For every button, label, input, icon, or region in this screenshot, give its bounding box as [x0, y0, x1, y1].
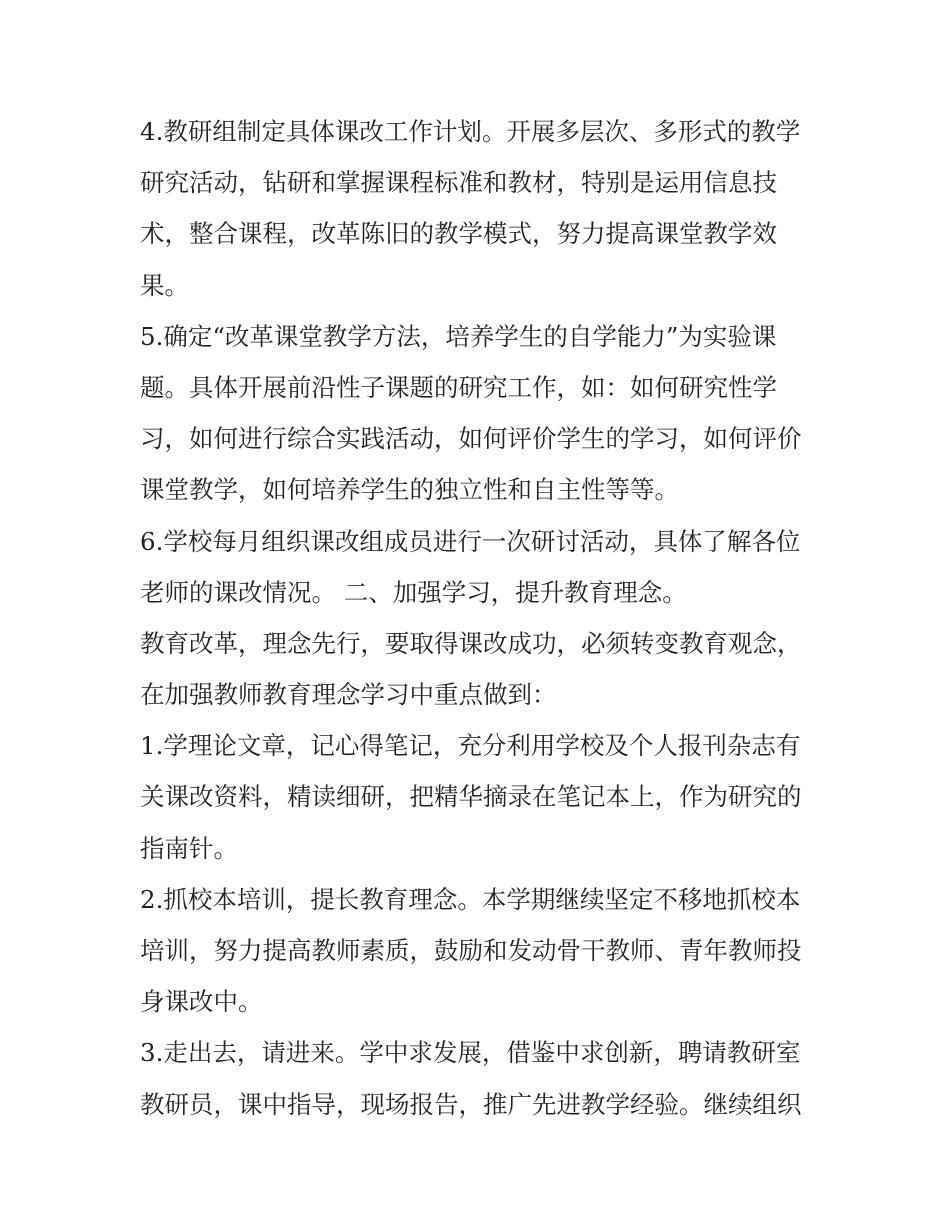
- text-line: 4.教研组制定具体课改工作计划。开展多层次、多形式的教学: [140, 117, 801, 146]
- text-line: 关课改资料，精读细研，把精华摘录在笔记本上，作为研究的: [140, 782, 802, 812]
- text-line: 指南针。: [140, 833, 238, 863]
- text-line: 培训，努力提高教师素质，鼓励和发动骨干教师、青年教师投: [140, 936, 802, 965]
- text-line: 习，如何进行综合实践活动，如何评价学生的学习，如何评价: [140, 424, 802, 454]
- text-line: 老师的课改情况。 二、加强学习，提升教育理念。: [140, 577, 687, 607]
- text-line: 3.走出去，请进来。学中求发展，借鉴中求创新，聘请教研室: [140, 1038, 801, 1068]
- text-line: 6.学校每月组织课改组成员进行一次研讨活动，具体了解各位: [140, 526, 801, 556]
- text-line: 课堂教学，如何培养学生的独立性和自主性等等。: [140, 475, 679, 505]
- text-line: 题。具体开展前沿性子课题的研究工作，如：如何研究性学: [140, 372, 777, 402]
- text-line: 果。: [140, 270, 189, 300]
- text-line: 2.抓校本培训，提长教育理念。本学期继续坚定不移地抓校本: [140, 884, 801, 914]
- body-text: [140, 106, 820, 1130]
- text-line: 在加强教师教育理念学习中重点做到：: [140, 680, 557, 710]
- text-line: 研究活动，钻研和掌握课程标准和教材，特别是运用信息技: [140, 168, 777, 198]
- text-line: 1.学理论文章，记心得笔记，充分利用学校及个人报刊杂志有: [140, 731, 801, 761]
- text-line: 身课改中。: [140, 987, 263, 1017]
- text-line: 5.确定“改革课堂教学方法，培养学生的自学能力”为实验课: [140, 321, 777, 351]
- text-line: 教育改革，理念先行，要取得课改成功，必须转变教育观念，: [140, 628, 802, 658]
- text-line: 教研员，课中指导，现场报告，推广先进教学经验。继续组织: [140, 1089, 802, 1119]
- text-line: 术，整合课程，改革陈旧的教学模式，努力提高课堂教学效: [140, 219, 777, 249]
